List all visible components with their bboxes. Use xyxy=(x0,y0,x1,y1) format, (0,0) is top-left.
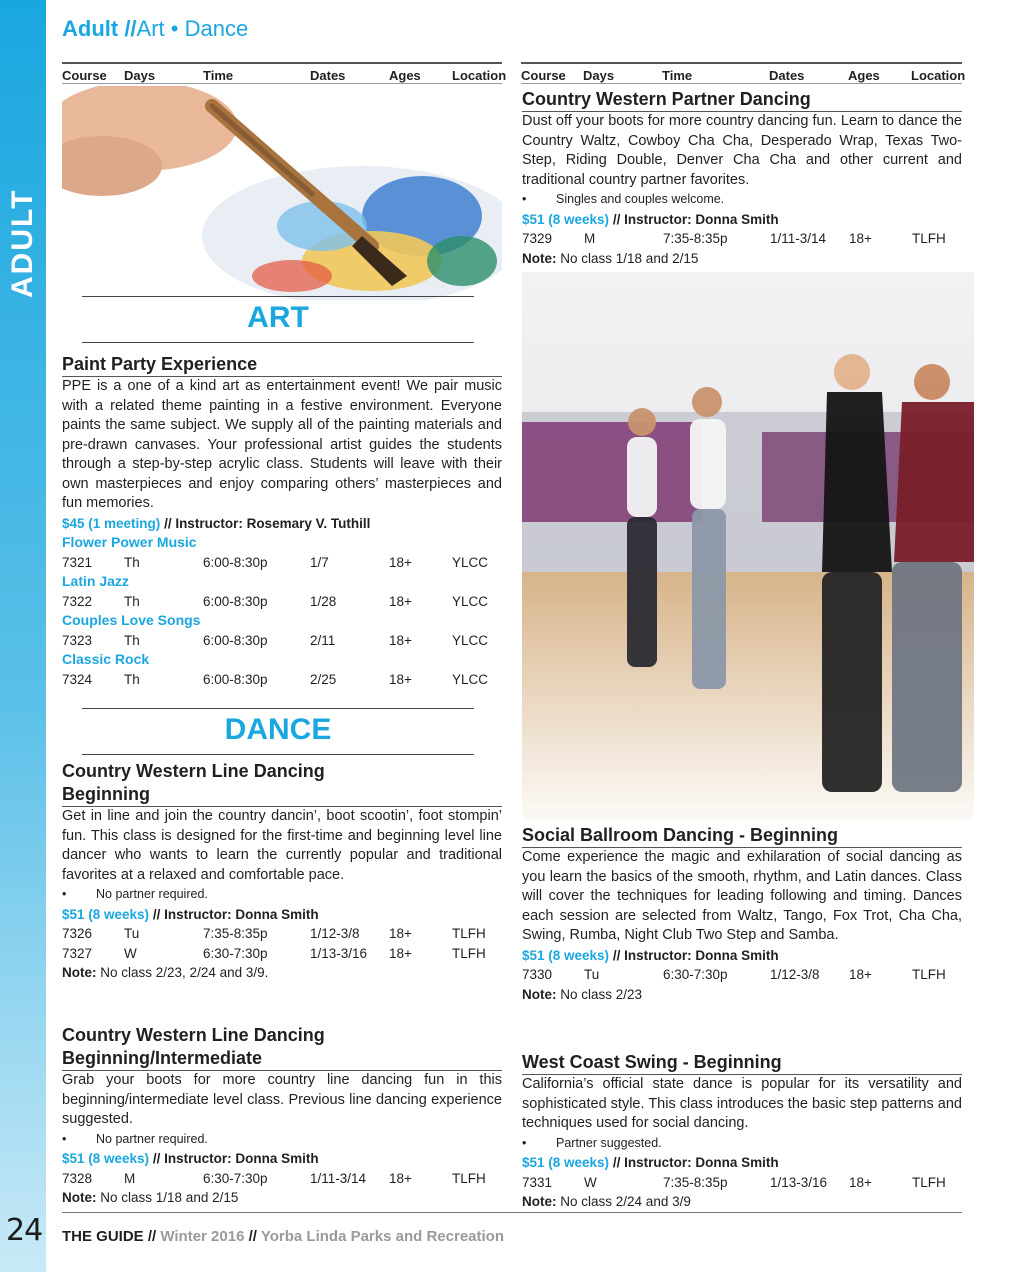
course-number: 7326 xyxy=(62,926,93,941)
ages: 18+ xyxy=(389,671,412,687)
dates: 1/13-3/16 xyxy=(310,945,368,961)
days: W xyxy=(124,945,137,961)
page-number: 24 xyxy=(6,1213,43,1248)
course-number: 7328 xyxy=(62,1170,93,1186)
days: Th xyxy=(124,593,140,609)
price-line xyxy=(522,946,962,966)
art-banner-top-rule xyxy=(82,296,474,297)
days: M xyxy=(124,1170,136,1186)
course-note xyxy=(62,963,502,983)
price-line xyxy=(62,514,502,534)
note-text: No class 2/23, 2/24 and 3/9. xyxy=(100,965,269,980)
ages: 18+ xyxy=(389,593,412,609)
col-time: Time xyxy=(203,68,234,83)
course-number: 7330 xyxy=(522,967,553,982)
course-title-line2: Beginning xyxy=(62,783,502,807)
page-title-bold: Adult // xyxy=(62,16,137,41)
course-west-coast-swing xyxy=(522,1051,962,1212)
footer-rule xyxy=(62,1212,962,1213)
course-number: 7323 xyxy=(62,632,93,648)
location: TLFH xyxy=(912,231,946,246)
course-number: 7322 xyxy=(62,593,93,609)
table-row xyxy=(62,592,502,612)
art-banner xyxy=(82,296,474,344)
location: TLFH xyxy=(452,1170,486,1186)
course-description: Dust off your boots for more country dancing fun. Learn to dance the Country Waltz, Cowboy Cha Cha, Desperado Wrap, Texas Two-Step, Riding Double, Denver Cha Cha and other current and traditional country partner favorites. xyxy=(522,113,962,188)
price: $51 (8 weeks) xyxy=(522,1155,610,1170)
time: 6:30-7:30p xyxy=(203,945,268,961)
days: Th xyxy=(124,671,140,687)
page-title xyxy=(62,16,248,42)
note-label: Note: xyxy=(62,965,97,980)
location: TLFH xyxy=(912,1174,946,1190)
course-note xyxy=(62,1188,502,1208)
bullet-text: No partner required. xyxy=(96,1131,208,1146)
note-label: Note: xyxy=(522,986,557,1002)
paintbrush-photo xyxy=(62,86,502,300)
col-dates: Dates xyxy=(310,68,346,83)
price-line xyxy=(62,1149,502,1169)
bullet-text: Partner suggested. xyxy=(556,1135,662,1150)
days: Tu xyxy=(124,926,140,941)
dance-banner xyxy=(82,708,474,756)
side-label: ADULT xyxy=(6,188,39,298)
dates: 1/12-3/8 xyxy=(310,926,360,941)
time: 7:35-8:35p xyxy=(663,231,728,246)
ages: 18+ xyxy=(849,967,872,982)
note-text: No class 1/18 and 2/15 xyxy=(100,1190,239,1205)
bullet-text: No partner required. xyxy=(96,887,208,901)
note-label: Note: xyxy=(522,250,557,266)
course-title: Country Western Line Dancing xyxy=(62,1025,325,1045)
footer xyxy=(62,1228,504,1245)
location: YLCC xyxy=(452,671,489,687)
time: 6:30-7:30p xyxy=(203,1170,268,1186)
instructor: // Instructor: Donna Smith xyxy=(612,1155,779,1170)
course-social-ballroom xyxy=(522,824,962,1004)
table-row xyxy=(62,944,502,964)
location: TLFH xyxy=(452,926,486,941)
ages: 18+ xyxy=(389,1170,412,1186)
bullet-note: • No partner required. xyxy=(62,887,208,901)
dates: 1/28 xyxy=(310,593,337,609)
table-row xyxy=(62,924,502,944)
session-title: Flower Power Music xyxy=(62,534,197,550)
ages: 18+ xyxy=(849,231,872,246)
session-title: Latin Jazz xyxy=(62,573,129,589)
price: $45 (1 meeting) xyxy=(62,515,161,531)
course-number: 7331 xyxy=(522,1174,553,1190)
col-time: Time xyxy=(662,68,693,83)
table-row xyxy=(522,965,962,985)
dates: 2/11 xyxy=(310,632,336,648)
footer-season: Winter 2016 xyxy=(160,1228,245,1245)
course-description: California’s official state dance is popular for its versatility and sophisticated style. This class introduces the basic step patterns and techniques used for social dancing. xyxy=(522,1076,962,1131)
price-line xyxy=(62,905,502,925)
col-ages: Ages xyxy=(848,68,880,83)
ages: 18+ xyxy=(389,926,412,941)
table-row xyxy=(62,1169,502,1189)
table-row xyxy=(62,553,502,573)
col-location: Location xyxy=(911,68,966,83)
price: $51 (8 weeks) xyxy=(522,211,610,227)
note-label: Note: xyxy=(62,1190,97,1205)
dates: 1/11-3/14 xyxy=(770,231,827,246)
course-title: Country Western Line Dancing xyxy=(62,761,325,781)
col-days: Days xyxy=(583,68,615,83)
dates: 1/13-3/16 xyxy=(770,1174,828,1190)
table-row xyxy=(522,1173,962,1193)
location: YLCC xyxy=(452,554,489,570)
course-note xyxy=(522,985,962,1005)
location: TLFH xyxy=(452,945,486,961)
dance-banner-top-rule xyxy=(82,708,474,709)
time: 6:30-7:30p xyxy=(663,967,728,982)
course-number: 7329 xyxy=(522,231,553,246)
col-ages: Ages xyxy=(389,68,421,83)
time: 7:35-8:35p xyxy=(203,926,268,941)
course-description: Come experience the magic and exhilaration of social dancing as you learn the basics of the smooth, rhythm, and Latin dances. Class will cover the techniques for leading following and timing. Dances each session are selected from Waltz, Tango, Fox Trot, Cha Cha, Swing, Rumba, Night Club Two Step and Samba. xyxy=(522,849,962,943)
course-number: 7327 xyxy=(62,945,93,961)
time: 7:35-8:35p xyxy=(663,1174,728,1190)
course-title: Country Western Partner Dancing xyxy=(522,88,962,112)
course-paint-party xyxy=(62,353,502,689)
instructor: // Instructor: Donna Smith xyxy=(612,947,779,963)
dates: 1/12-3/8 xyxy=(770,967,820,982)
col-location: Location xyxy=(452,68,507,83)
note-text: No class 2/23 xyxy=(560,986,643,1002)
price: $51 (8 weeks) xyxy=(522,947,610,963)
instructor: // Instructor: Donna Smith xyxy=(152,1151,319,1166)
art-banner-text: ART xyxy=(247,301,309,334)
price: $51 (8 weeks) xyxy=(62,906,150,922)
session-title: Couples Love Songs xyxy=(62,612,201,628)
dance-banner-text: DANCE xyxy=(224,713,332,746)
bullet-note: • Singles and couples welcome. xyxy=(522,192,725,206)
note-text: No class 2/24 and 3/9 xyxy=(560,1194,691,1209)
column-header-right xyxy=(521,62,966,84)
days: Tu xyxy=(584,967,600,982)
price-line xyxy=(522,210,962,230)
footer-org: Yorba Linda Parks and Recreation xyxy=(260,1228,504,1245)
ages: 18+ xyxy=(389,632,412,648)
days: Th xyxy=(124,554,140,570)
course-partner-dancing xyxy=(522,88,962,268)
course-title: Paint Party Experience xyxy=(62,353,502,377)
course-title: Social Ballroom Dancing - Beginning xyxy=(522,824,962,848)
col-days: Days xyxy=(124,68,156,83)
price: $51 (8 weeks) xyxy=(62,1151,150,1166)
instructor: // Instructor: Rosemary V. Tuthill xyxy=(164,515,371,531)
table-row xyxy=(62,631,502,651)
days: M xyxy=(584,231,596,246)
note-text: No class 1/18 and 2/15 xyxy=(560,250,699,266)
bullet-text: Singles and couples welcome. xyxy=(556,192,725,206)
instructor: // Instructor: Donna Smith xyxy=(612,211,779,227)
dance-banner-bottom-rule xyxy=(82,754,474,755)
time: 6:00-8:30p xyxy=(203,554,268,570)
location: YLCC xyxy=(452,632,489,648)
course-number: 7321 xyxy=(62,554,93,570)
location: TLFH xyxy=(912,967,946,982)
course-title-line2: Beginning/Intermediate xyxy=(62,1047,502,1071)
time: 6:00-8:30p xyxy=(203,632,268,648)
course-note xyxy=(522,1192,962,1212)
column-header-left xyxy=(62,62,507,84)
time: 6:00-8:30p xyxy=(203,671,268,687)
footer-sep: // xyxy=(248,1228,257,1245)
dates: 2/25 xyxy=(310,671,337,687)
time: 6:00-8:30p xyxy=(203,593,268,609)
table-row xyxy=(522,229,962,249)
dancers-photo xyxy=(522,272,974,840)
col-course: Course xyxy=(62,68,107,83)
ages: 18+ xyxy=(389,554,412,570)
page-title-rest: Art • Dance xyxy=(136,16,249,41)
col-course: Course xyxy=(521,68,566,83)
ages: 18+ xyxy=(389,945,412,961)
course-line-dancing-beginning xyxy=(62,760,502,983)
table-row xyxy=(62,670,502,690)
course-title: West Coast Swing - Beginning xyxy=(522,1051,962,1075)
location: YLCC xyxy=(452,593,489,609)
dates: 1/11-3/14 xyxy=(310,1170,367,1186)
days: W xyxy=(584,1174,597,1190)
course-note xyxy=(522,249,962,269)
session-title: Classic Rock xyxy=(62,651,150,667)
course-description: Get in line and join the country dancin’, boot scootin’, foot stompin’ fun. This class is designed for the first-time and beginning level line dancer who wants to learn the currently popular and traditional favorites at a relaxed and comfortable pace. xyxy=(62,808,502,883)
course-description: PPE is a one of a kind art as entertainment event! We pair music with a related theme painting in a festive environment. Everyone paints the same subject. We supply all of the painting materials and pre-drawn canvases. Your professional artist guides the students through a step-by-step acrylic class. Students will leave with their own masterpieces and enjoy comparing others’ masterpieces and fun memories. xyxy=(62,378,502,511)
course-line-dancing-intermediate xyxy=(62,1024,502,1208)
price-line xyxy=(522,1153,962,1173)
col-dates: Dates xyxy=(769,68,805,83)
note-label: Note: xyxy=(522,1194,557,1209)
course-number: 7324 xyxy=(62,671,93,687)
dates: 1/7 xyxy=(310,554,329,570)
footer-guide: THE GUIDE // xyxy=(62,1228,157,1245)
days: Th xyxy=(124,632,140,648)
ages: 18+ xyxy=(849,1174,872,1190)
art-banner-bottom-rule xyxy=(82,342,474,343)
bullet-note: • Partner suggested. xyxy=(522,1135,662,1150)
instructor: // Instructor: Donna Smith xyxy=(152,906,319,922)
course-description: Grab your boots for more country line dancing fun in this beginning/intermediate level class. Previous line dancing experience suggested. xyxy=(62,1072,502,1127)
bullet-note: • No partner required. xyxy=(62,1131,208,1146)
